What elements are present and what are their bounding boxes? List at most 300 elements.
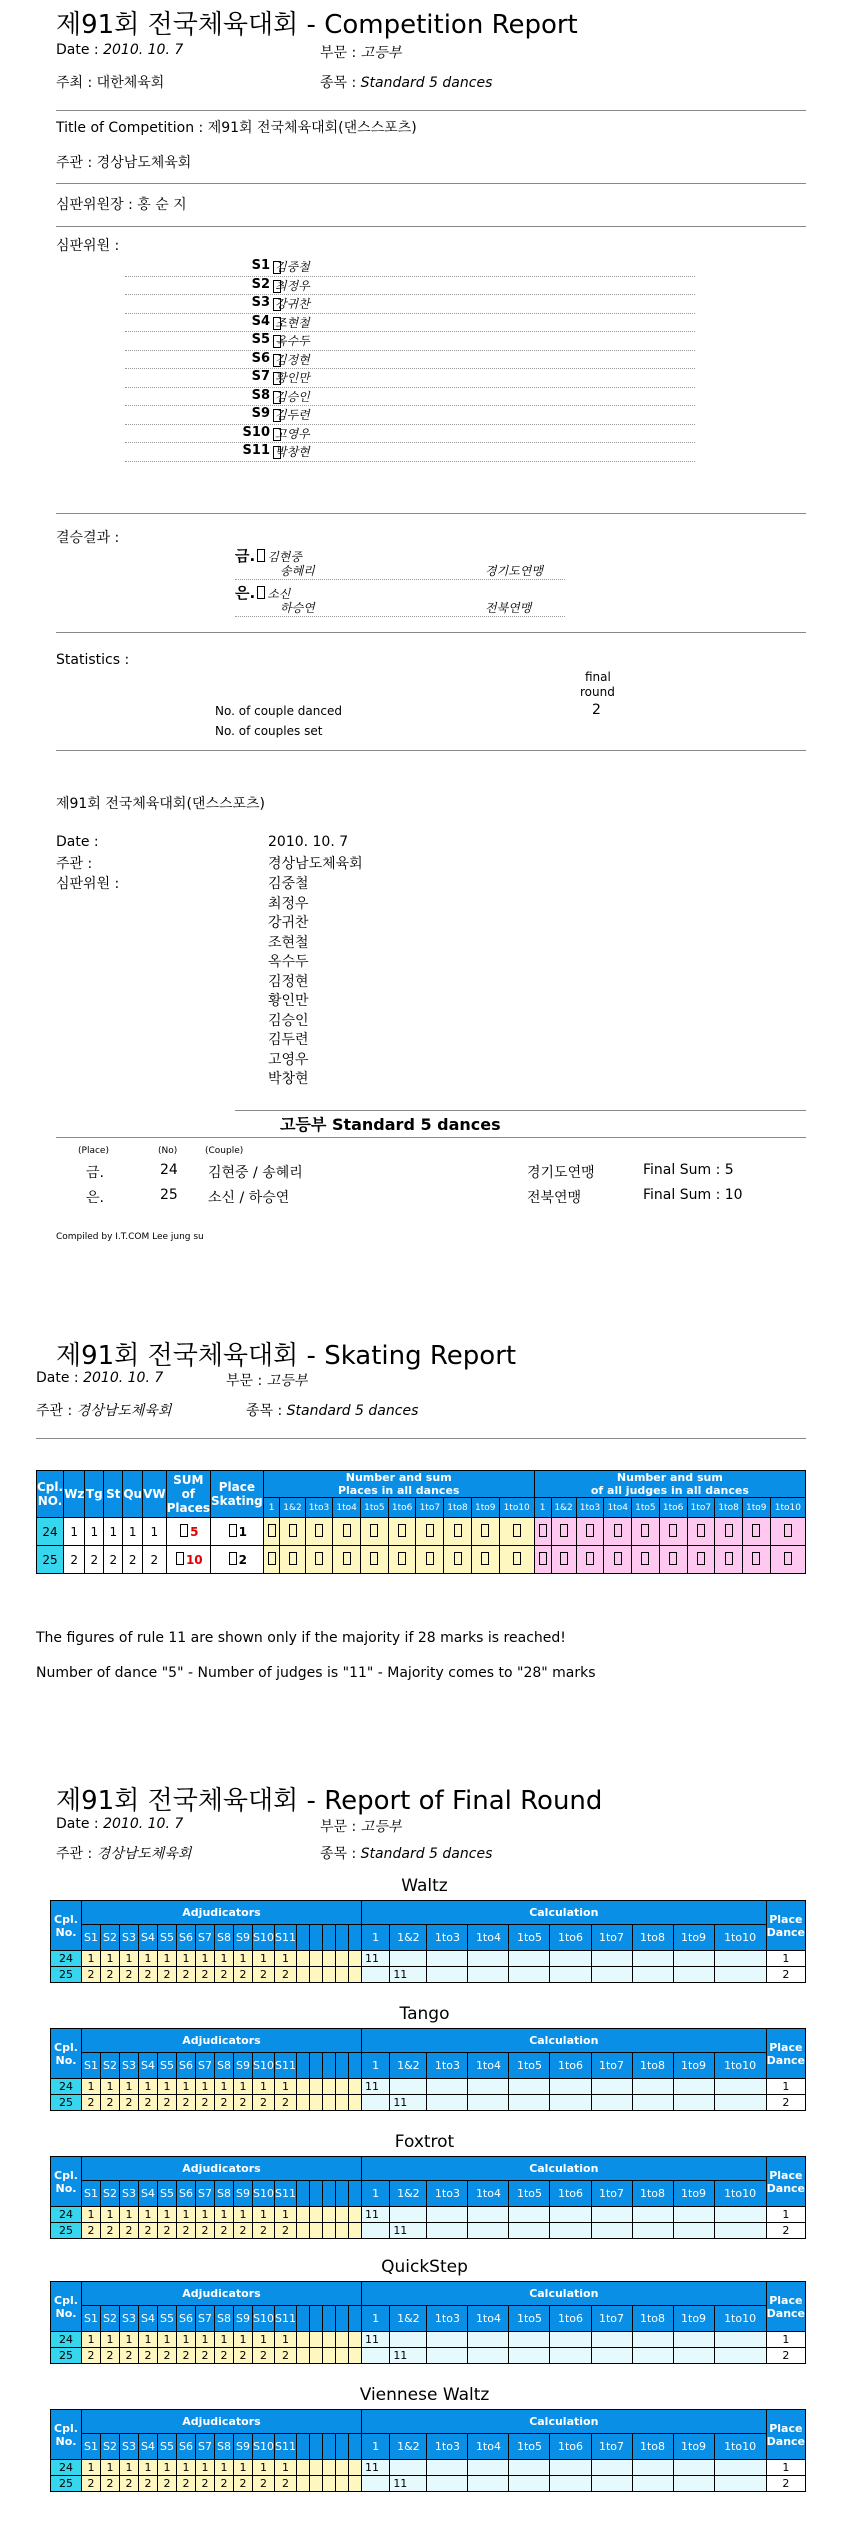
cell: 2 — [274, 2348, 296, 2364]
cell — [309, 2079, 322, 2095]
cell — [361, 2223, 389, 2239]
cell — [659, 1546, 687, 1574]
cell — [335, 2460, 348, 2476]
table-row — [51, 2348, 806, 2364]
cell: 1 — [274, 2332, 296, 2348]
cell: 1 — [158, 2207, 177, 2223]
box-icon — [614, 1552, 622, 1565]
cell — [604, 1546, 632, 1574]
cell: 2 — [177, 2348, 196, 2364]
col-header: 1to5 — [509, 1925, 550, 1951]
col-header: Number and sum Places in all dances — [263, 1471, 534, 1498]
cell — [322, 1951, 335, 1967]
cell — [468, 1951, 509, 1967]
col-header: St — [104, 1471, 123, 1518]
cell: 1 — [196, 2079, 215, 2095]
cell — [309, 2207, 322, 2223]
divider — [36, 1438, 806, 1439]
judge-name: 박창현 — [275, 445, 310, 459]
col-header: S6 — [177, 2434, 196, 2460]
summary-date: 2010. 10. 7 — [268, 834, 349, 850]
cell: 2 — [215, 2095, 234, 2111]
cell — [673, 2207, 714, 2223]
cell — [468, 2095, 509, 2111]
col-header: 1to4 — [468, 2181, 509, 2207]
box-icon — [343, 1552, 351, 1565]
compiled-by: Compiled by I.T.COM Lee jung su — [56, 1232, 204, 1242]
box-icon — [315, 1524, 323, 1537]
col-header: 1to4 — [468, 2434, 509, 2460]
col-header: 1to8 — [632, 2053, 673, 2079]
box-icon — [315, 1552, 323, 1565]
summary-judge: 강귀찬 — [268, 915, 309, 931]
cell — [632, 1951, 673, 1967]
divider — [56, 110, 806, 111]
cell — [715, 1518, 743, 1546]
col-header: 1&2 — [280, 1498, 305, 1518]
col-header: Adjudicators — [82, 2410, 362, 2434]
cell — [427, 2207, 468, 2223]
col-header: S11 — [274, 2306, 296, 2332]
cell: 2 — [120, 1967, 139, 1983]
cell — [673, 2223, 714, 2239]
results-silver: 은. 소신 하승연 전북연맹 — [235, 582, 565, 617]
cell — [390, 1951, 427, 1967]
cell: 2 — [120, 2223, 139, 2239]
col-header: Adjudicators — [82, 2282, 362, 2306]
cell: 2 — [177, 2223, 196, 2239]
final-round-table — [50, 2156, 806, 2239]
col-header: S6 — [177, 2181, 196, 2207]
judges-label: 심판위원 : — [56, 238, 120, 254]
skating-report-title: 제91회 전국체육대회 - Skating Report — [56, 1341, 517, 1371]
cell — [427, 1967, 468, 1983]
col-header: 1&2 — [390, 2053, 427, 2079]
cell — [388, 1518, 416, 1546]
cell — [309, 2332, 322, 2348]
box-icon — [641, 1552, 649, 1565]
cell: 25 — [37, 1546, 64, 1574]
table-row — [51, 2079, 806, 2095]
cell — [322, 2332, 335, 2348]
cell: 11 — [390, 2095, 427, 2111]
cell — [509, 1967, 550, 1983]
col-header: Qu — [123, 1471, 143, 1518]
cell: 2 — [766, 2476, 805, 2492]
cell — [591, 2223, 632, 2239]
cell — [714, 2348, 766, 2364]
cell — [296, 2095, 309, 2111]
cell — [322, 2476, 335, 2492]
col-header: S4 — [139, 2306, 158, 2332]
judge-row — [125, 295, 695, 314]
event-value: Standard 5 dances — [360, 75, 493, 91]
cell — [335, 1967, 348, 1983]
cell — [280, 1546, 305, 1574]
table-row — [51, 2460, 806, 2476]
cell: 2 — [139, 2476, 158, 2492]
box-icon — [481, 1524, 489, 1537]
cell: 11 — [390, 2476, 427, 2492]
cell — [659, 1518, 687, 1546]
cell: 1 — [766, 1951, 805, 1967]
col-header: S1 — [82, 1925, 101, 1951]
dance-title: Foxtrot — [394, 2132, 455, 2152]
cell — [591, 2460, 632, 2476]
summary-host: 경상남도체육회 — [268, 856, 363, 872]
col-header: 1to10 — [714, 2053, 766, 2079]
cell — [305, 1518, 333, 1546]
cell — [687, 1546, 715, 1574]
table-row — [51, 2476, 806, 2492]
col-header — [335, 2053, 348, 2079]
cell — [632, 1518, 660, 1546]
cell: 1 — [215, 2460, 234, 2476]
col-header: S6 — [177, 1925, 196, 1951]
judge-row — [125, 314, 695, 333]
cell — [550, 2095, 591, 2111]
cell: 2 — [123, 1546, 143, 1574]
judge-code: S1 — [251, 258, 270, 273]
col-header: Calculation — [361, 1901, 766, 1925]
cell: 2 — [234, 1967, 253, 1983]
cell: 2 — [253, 2223, 275, 2239]
cell: 2 — [253, 1967, 275, 1983]
cell: 1 — [766, 2460, 805, 2476]
cell — [348, 2348, 361, 2364]
cell: 1 — [253, 2207, 275, 2223]
cell — [335, 2207, 348, 2223]
cell: 1 — [274, 2079, 296, 2095]
col-header: 1to8 — [715, 1498, 743, 1518]
col-header: S3 — [120, 2434, 139, 2460]
cell: 1 — [82, 2460, 101, 2476]
cell: 24 — [51, 2460, 82, 2476]
cell — [348, 2095, 361, 2111]
cell: 10 — [166, 1546, 210, 1574]
cell — [591, 2476, 632, 2492]
box-icon — [398, 1524, 406, 1537]
cell — [468, 2348, 509, 2364]
cell — [687, 1518, 715, 1546]
cell — [296, 2332, 309, 2348]
col-header: S3 — [120, 1925, 139, 1951]
skating-table — [36, 1470, 806, 1574]
cell: 1 — [82, 2079, 101, 2095]
cell — [576, 1518, 604, 1546]
cell: 1 — [234, 2460, 253, 2476]
box-icon — [560, 1524, 568, 1537]
cell — [444, 1546, 472, 1574]
col-header: 1to8 — [632, 2181, 673, 2207]
cell: 2 — [253, 2348, 275, 2364]
col-header: S4 — [139, 2181, 158, 2207]
col-header: Calculation — [361, 2029, 766, 2053]
col-header: S10 — [253, 2181, 275, 2207]
cell — [322, 2095, 335, 2111]
col-header: S4 — [139, 2434, 158, 2460]
cell — [427, 2476, 468, 2492]
cell — [632, 2332, 673, 2348]
cell — [348, 2223, 361, 2239]
col-header: S9 — [234, 2053, 253, 2079]
cell: 11 — [361, 2460, 389, 2476]
box-icon — [229, 1524, 237, 1537]
col-header — [322, 1925, 335, 1951]
cell — [770, 1518, 805, 1546]
col-header: S8 — [215, 2306, 234, 2332]
cell — [742, 1518, 770, 1546]
judge-name: 김승인 — [275, 389, 310, 404]
cell: 2 — [766, 1967, 805, 1983]
box-icon — [725, 1552, 733, 1565]
box-icon — [229, 1552, 237, 1565]
col-header: S11 — [274, 1925, 296, 1951]
col-header — [335, 2434, 348, 2460]
col-header: Cpl. No. — [51, 2410, 82, 2460]
col-header: 1to8 — [632, 2434, 673, 2460]
cell: 2 — [274, 2095, 296, 2111]
cell: 1 — [158, 1951, 177, 1967]
cell: 1 — [120, 2079, 139, 2095]
divider — [56, 226, 806, 227]
cell — [361, 1546, 389, 1574]
col-header: 1 — [361, 2306, 389, 2332]
cell: 1 — [101, 1951, 120, 1967]
cell: 2 — [234, 2348, 253, 2364]
cell: 1 — [177, 1951, 196, 1967]
cell — [427, 2332, 468, 2348]
cell — [576, 1546, 604, 1574]
cell: 1 — [120, 2207, 139, 2223]
cell: 25 — [51, 1967, 82, 1983]
cell — [550, 2476, 591, 2492]
box-icon — [560, 1552, 568, 1565]
cell: 11 — [390, 2348, 427, 2364]
cell — [509, 2460, 550, 2476]
summary-judge: 김승인 — [268, 1012, 309, 1029]
cell — [296, 1951, 309, 1967]
summary-judge: 박창현 — [268, 1071, 309, 1087]
stat-danced-label: No. of couple danced — [215, 704, 342, 718]
col-header: 1to6 — [659, 1498, 687, 1518]
cell: 2 — [253, 2476, 275, 2492]
cell — [322, 2460, 335, 2476]
summary-judge: 김두련 — [268, 1032, 309, 1048]
col-header: S8 — [215, 2053, 234, 2079]
cell — [263, 1518, 280, 1546]
cell: 2 — [158, 1967, 177, 1983]
table-row — [51, 1951, 806, 1967]
col-header: 1to7 — [687, 1498, 715, 1518]
cell: 2 — [101, 2476, 120, 2492]
cell: 1 — [120, 2460, 139, 2476]
cell — [416, 1546, 444, 1574]
cell — [390, 2332, 427, 2348]
col-header: S2 — [101, 2053, 120, 2079]
host-value: 대한체육회 — [96, 75, 165, 91]
cell: 2 — [274, 2476, 296, 2492]
cell — [509, 2079, 550, 2095]
cell: 1 — [101, 2079, 120, 2095]
cell — [322, 1967, 335, 1983]
col-header: 1to7 — [591, 2053, 632, 2079]
cell: 2 — [85, 1546, 104, 1574]
dance-title: Viennese Waltz — [359, 2385, 490, 2405]
table-row — [51, 2095, 806, 2111]
cell: 2 — [139, 2223, 158, 2239]
cell — [591, 2348, 632, 2364]
cell — [632, 2460, 673, 2476]
cell: 2 — [215, 2476, 234, 2492]
cell: 2 — [766, 2095, 805, 2111]
box-icon — [370, 1552, 378, 1565]
col-header: S5 — [158, 2434, 177, 2460]
col-header: 1to6 — [388, 1498, 416, 1518]
cell — [673, 1951, 714, 1967]
box-icon — [752, 1524, 760, 1537]
box-icon — [370, 1524, 378, 1537]
cell: 24 — [37, 1518, 64, 1546]
host-line: 주최 : 대한체육회 — [56, 75, 165, 91]
col-header — [296, 2434, 309, 2460]
col-header: 1to10 — [714, 2181, 766, 2207]
col-header — [296, 2181, 309, 2207]
competition-report-title: 제91회 전국체육대회 - Competition Report — [56, 10, 578, 40]
title-of-competition: Title of Competition : 제91회 전국체육대회(댄스스포츠) — [56, 120, 417, 136]
cell — [296, 2223, 309, 2239]
cell — [335, 2223, 348, 2239]
cell — [335, 2079, 348, 2095]
cell: 2 — [158, 2348, 177, 2364]
cell: 1 — [215, 2207, 234, 2223]
summary-judge: 조현철 — [268, 934, 309, 951]
col-header: Wz — [64, 1471, 85, 1518]
judge-row — [125, 351, 695, 370]
cell — [551, 1546, 576, 1574]
dance-title: QuickStep — [381, 2257, 468, 2277]
box-icon — [257, 549, 265, 562]
cell — [296, 1967, 309, 1983]
box-icon — [513, 1552, 521, 1565]
summary-judge: 고영우 — [268, 1051, 309, 1068]
cell: 1 — [177, 2460, 196, 2476]
cell — [468, 2079, 509, 2095]
cell: 1 — [104, 1518, 123, 1546]
col-header — [348, 2181, 361, 2207]
cell: 2 — [766, 2348, 805, 2364]
cell — [427, 2223, 468, 2239]
cell: 1 — [766, 2207, 805, 2223]
col-header: 1to10 — [499, 1498, 534, 1518]
cell — [361, 1967, 389, 1983]
cell — [427, 2079, 468, 2095]
col-header: 1to7 — [591, 2181, 632, 2207]
col-header: S6 — [177, 2053, 196, 2079]
cell — [361, 2095, 389, 2111]
cell — [296, 2460, 309, 2476]
box-icon — [586, 1552, 594, 1565]
cell: 25 — [51, 2348, 82, 2364]
judge-row — [125, 258, 695, 277]
cell: 24 — [51, 2332, 82, 2348]
judge-row — [125, 332, 695, 351]
cell: 1 — [82, 2332, 101, 2348]
cell — [715, 1546, 743, 1574]
col-header: 1&2 — [390, 1925, 427, 1951]
cell — [296, 2348, 309, 2364]
cell: 1 — [253, 2460, 275, 2476]
col-header: S2 — [101, 2306, 120, 2332]
col-header: S5 — [158, 2181, 177, 2207]
col-header: Number and sum of all judges in all dances — [534, 1471, 805, 1498]
cell — [550, 2223, 591, 2239]
col-header: Place Dance — [766, 2157, 805, 2207]
cell: 1 — [274, 2207, 296, 2223]
judge-name: 강귀찬 — [275, 297, 310, 311]
cell: 2 — [253, 2095, 275, 2111]
cell: 2 — [139, 2095, 158, 2111]
col-header: 1 — [361, 2434, 389, 2460]
cell — [509, 1951, 550, 1967]
cell: 25 — [51, 2095, 82, 2111]
col-header: 1to3 — [427, 2181, 468, 2207]
cell — [468, 1967, 509, 1983]
cell — [550, 2207, 591, 2223]
col-header: S9 — [234, 2434, 253, 2460]
cell: 1 — [215, 2079, 234, 2095]
col-header: S3 — [120, 2053, 139, 2079]
cell — [427, 1951, 468, 1967]
cell — [499, 1518, 534, 1546]
cell: 1 — [253, 2332, 275, 2348]
col-header: Cpl. NO. — [37, 1471, 64, 1518]
col-header: Calculation — [361, 2410, 766, 2434]
cell — [263, 1546, 280, 1574]
cell — [742, 1546, 770, 1574]
cell — [499, 1546, 534, 1574]
divider — [56, 632, 806, 633]
cell — [673, 2079, 714, 2095]
cell — [550, 1951, 591, 1967]
cell: 2 — [82, 2476, 101, 2492]
statistics-label: Statistics : — [56, 652, 130, 668]
cell: 2 — [120, 2095, 139, 2111]
col-header — [335, 2306, 348, 2332]
cell — [280, 1518, 305, 1546]
chief-judge-line: 심판위원장 : 홍 순 지 — [56, 197, 187, 213]
col-header: S7 — [196, 2434, 215, 2460]
judge-name: 고영우 — [275, 426, 310, 441]
col-header: S7 — [196, 2053, 215, 2079]
col-header: Cpl. No. — [51, 2282, 82, 2332]
final-round-table — [50, 1900, 806, 1983]
cell — [361, 2348, 389, 2364]
cell — [296, 2207, 309, 2223]
col-header: 1 — [534, 1498, 551, 1518]
cell — [322, 2223, 335, 2239]
cell — [673, 2332, 714, 2348]
cell: 2 — [158, 2095, 177, 2111]
cell: 2 — [215, 1967, 234, 1983]
cell — [322, 2079, 335, 2095]
col-header: S9 — [234, 2181, 253, 2207]
judge-row — [125, 425, 695, 444]
cell: 2 — [177, 2095, 196, 2111]
cell — [309, 2095, 322, 2111]
skating-note-2: Number of dance "5" - Number of judges is "11" - Majority comes to "28" marks — [36, 1665, 596, 1681]
cell — [471, 1518, 499, 1546]
